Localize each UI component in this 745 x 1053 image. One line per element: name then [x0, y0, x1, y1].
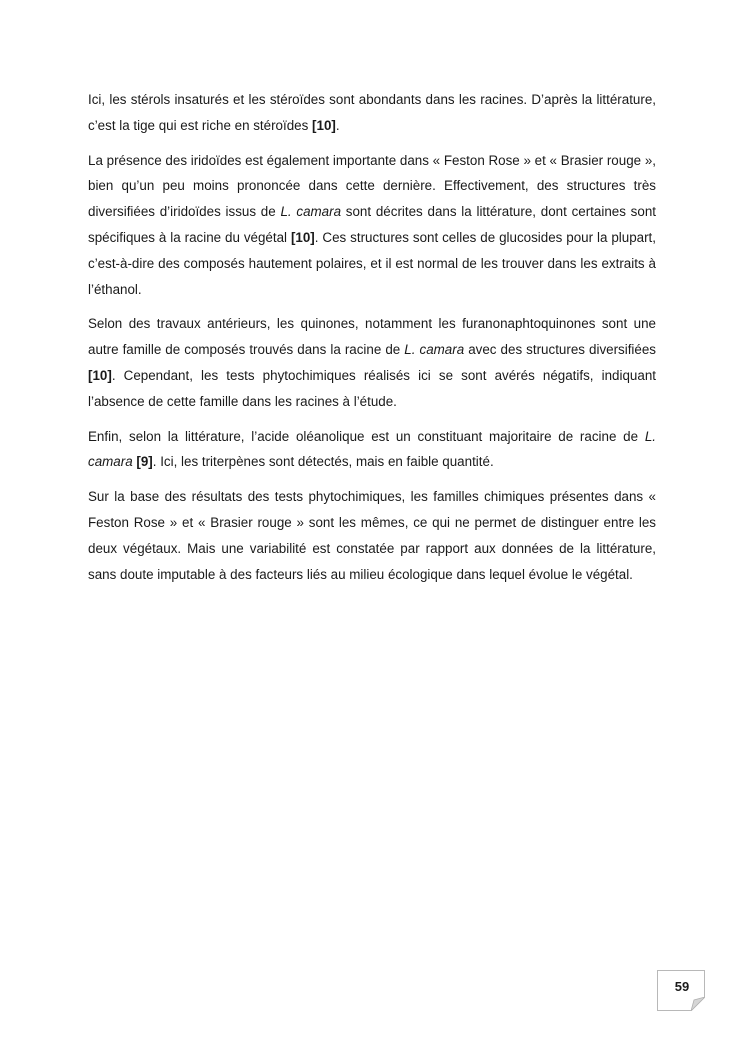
text-run: La présence des iridoïdes est également importante dans « Feston Rose » et « Brasier rouge », bien qu’un peu moins prononcée dans cette dernière. Effectivement, des structures très diversifiées d’iridoïdes issus de — [88, 152, 656, 220]
page-number-box — [657, 970, 705, 1011]
citation-ref: [9] — [136, 454, 153, 470]
text-run: Ici, les stérols insaturés et les stéroïdes sont abondants dans les racines. D’après la littérature, c’est la tige qui est riche en stéroïdes — [88, 92, 656, 133]
species-name: L. camara — [404, 342, 465, 358]
paragraph — [88, 148, 656, 303]
species-name: L. camara — [280, 204, 342, 220]
citation-ref: [10] — [290, 229, 315, 245]
text-run: Enfin, selon la littérature, l’acide oléanolique est un constituant majoritaire de racine de — [88, 428, 645, 444]
text-run: Selon des travaux antérieurs, les quinones, notamment les furanonaphtoquinones sont une autre famille de composés trouvés dans la racine de — [88, 316, 656, 358]
citation-ref: [10] — [312, 117, 336, 133]
paragraph — [88, 87, 656, 139]
text-run: . Ici, les triterpènes sont détectés, mais en faible quantité. — [152, 454, 494, 470]
paragraph — [88, 424, 656, 476]
citation-ref: [10] — [88, 367, 112, 383]
page-curl-icon — [691, 997, 705, 1011]
species-name: L. camara — [88, 428, 656, 470]
text-run: Sur la base des résultats des tests phytochimiques, les familles chimiques présentes dans « Feston Rose » et « Brasier rouge » sont les mêmes, ce qui ne permet de distinguer entre les deux végétaux. Mais une variabilité est constatée par rapport aux données de la littérature, sans doute imputable à des facteurs liés au milieu écologique dans lequel évolue le végétal. — [88, 489, 656, 582]
text-run: . Ces structures sont celles de glucosides pour la plupart, c’est-à-dire des composés hautement polaires, et il est normal de les trouver dans les extraits à l’éthanol. — [88, 229, 657, 297]
text-run: avec des structures diversifiées — [464, 342, 656, 358]
paragraph — [88, 311, 656, 414]
page-number: 59 — [674, 979, 690, 994]
text-run: sont décrites dans la littérature, dont certaines sont spécifiques à la racine du végétal — [88, 204, 656, 245]
text-run: . Cependant, les tests phytochimiques réalisés ici se sont avérés négatifs, indiquant l’absence de cette famille dans les racines à l’étude. — [88, 367, 656, 409]
paragraph — [88, 484, 656, 587]
text-run: . — [335, 117, 340, 133]
page-body — [88, 87, 656, 596]
